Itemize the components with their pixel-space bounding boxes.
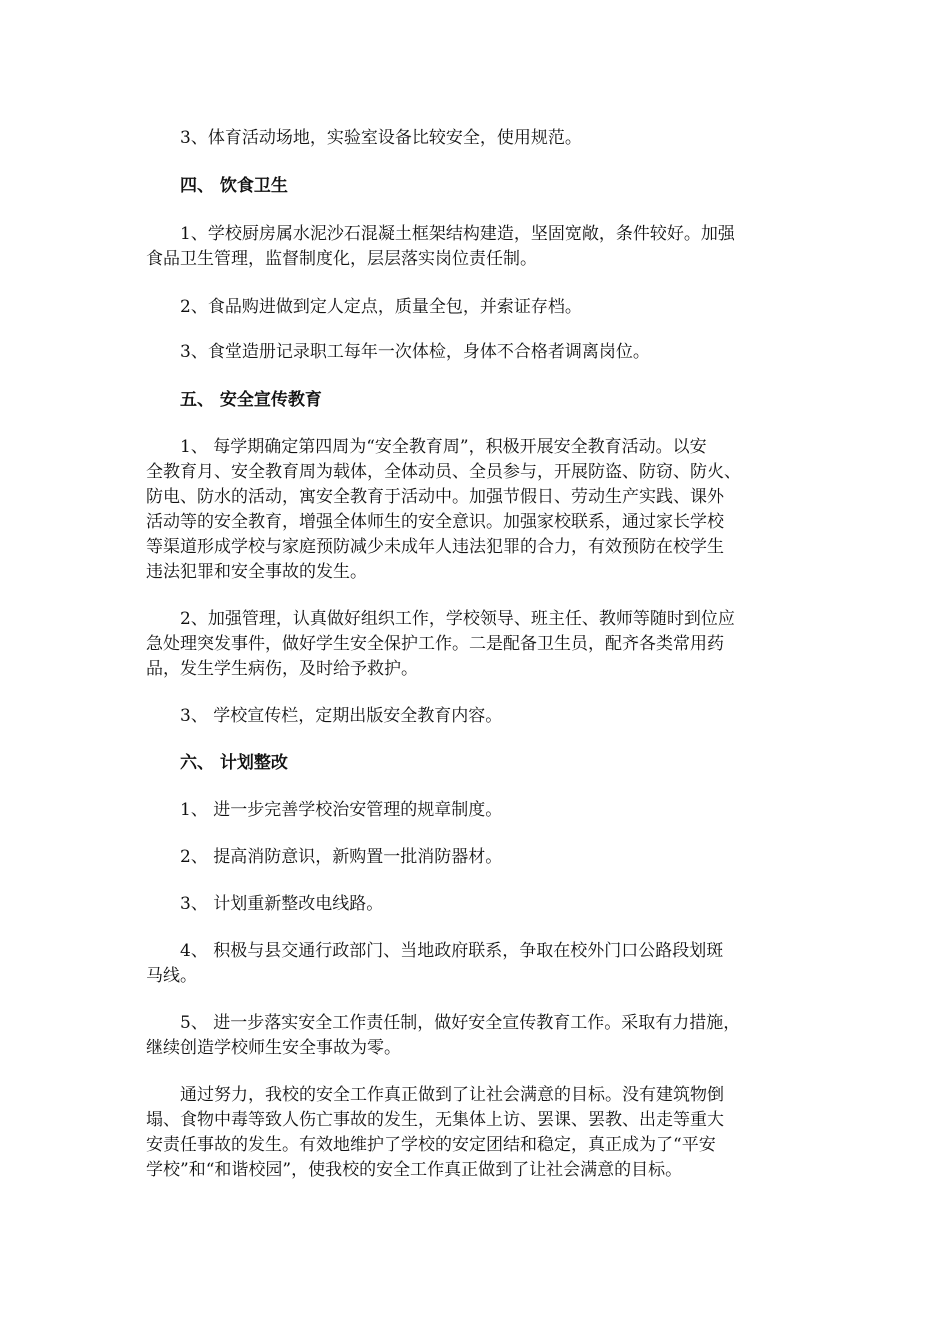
paragraph-plan-4-line-1: 4、 积极与县交通行政部门、当地政府联系，争取在校外门口公路段划斑 (180, 941, 724, 961)
paragraph-edu-1-line-4: 活动等的安全教育，增强全体师生的安全意识。加强家校联系，通过家长学校 (146, 512, 724, 532)
paragraph-plan-3: 3、 计划重新整改电线路。 (180, 894, 384, 914)
paragraph-plan-5-line-1: 5、 进一步落实安全工作责任制，做好安全宣传教育工作。采取有力措施， (180, 1013, 741, 1033)
paragraph-edu-1-line-2: 全教育月、安全教育周为载体，全体动员、全员参与，开展防盗、防窃、防火、 (146, 462, 741, 482)
paragraph-plan-5-line-2: 继续创造学校师生安全事故为零。 (146, 1038, 401, 1058)
paragraph-edu-1-line-3: 防电、防水的活动，寓安全教育于活动中。加强节假日、劳动生产实践、课外 (146, 487, 724, 507)
paragraph-food-1-line-2: 食品卫生管理，监督制度化，层层落实岗位责任制。 (146, 249, 537, 269)
heading-rectification-plan: 六、 计划整改 (180, 753, 288, 773)
paragraph-edu-2-line-3: 品，发生学生病伤，及时给予救护。 (146, 659, 418, 679)
paragraph-plan-1: 1、 进一步完善学校治安管理的规章制度。 (180, 800, 503, 820)
paragraph-conclusion-line-2: 塌、食物中毒等致人伤亡事故的发生，无集体上访、罢课、罢教、出走等重大 (146, 1110, 724, 1130)
paragraph-sports-facilities: 3、体育活动场地，实验室设备比较安全，使用规范。 (180, 128, 582, 148)
paragraph-edu-1-line-6: 违法犯罪和安全事故的发生。 (146, 562, 367, 582)
paragraph-food-3: 3、食堂造册记录职工每年一次体检，身体不合格者调离岗位。 (180, 342, 650, 362)
paragraph-food-2: 2、食品购进做到定人定点，质量全包，并索证存档。 (180, 297, 582, 317)
paragraph-plan-4-line-2: 马线。 (146, 966, 197, 986)
heading-food-hygiene: 四、 饮食卫生 (180, 176, 288, 196)
paragraph-edu-2-line-1: 2、加强管理，认真做好组织工作，学校领导、班主任、教师等随时到位应 (180, 609, 735, 629)
paragraph-edu-1-line-1: 1、 每学期确定第四周为“安全教育周”，积极开展安全教育活动。以安 (180, 437, 707, 457)
paragraph-conclusion-line-4: 学校”和“和谐校园”，使我校的安全工作真正做到了让社会满意的目标。 (146, 1160, 683, 1180)
paragraph-edu-2-line-2: 急处理突发事件，做好学生安全保护工作。二是配备卫生员，配齐各类常用药 (146, 634, 724, 654)
paragraph-edu-3: 3、 学校宣传栏，定期出版安全教育内容。 (180, 706, 503, 726)
paragraph-plan-2: 2、 提高消防意识，新购置一批消防器材。 (180, 847, 503, 867)
paragraph-food-1-line-1: 1、学校厨房属水泥沙石混凝土框架结构建造，坚固宽敞，条件较好。加强 (180, 224, 735, 244)
paragraph-edu-1-line-5: 等渠道形成学校与家庭预防减少未成年人违法犯罪的合力，有效预防在校学生 (146, 537, 724, 557)
paragraph-conclusion-line-3: 安责任事故的发生。有效地维护了学校的安定团结和稳定，真正成为了“平安 (146, 1135, 716, 1155)
paragraph-conclusion-line-1: 通过努力，我校的安全工作真正做到了让社会满意的目标。没有建筑物倒 (180, 1085, 724, 1105)
heading-safety-education: 五、 安全宣传教育 (180, 390, 322, 410)
